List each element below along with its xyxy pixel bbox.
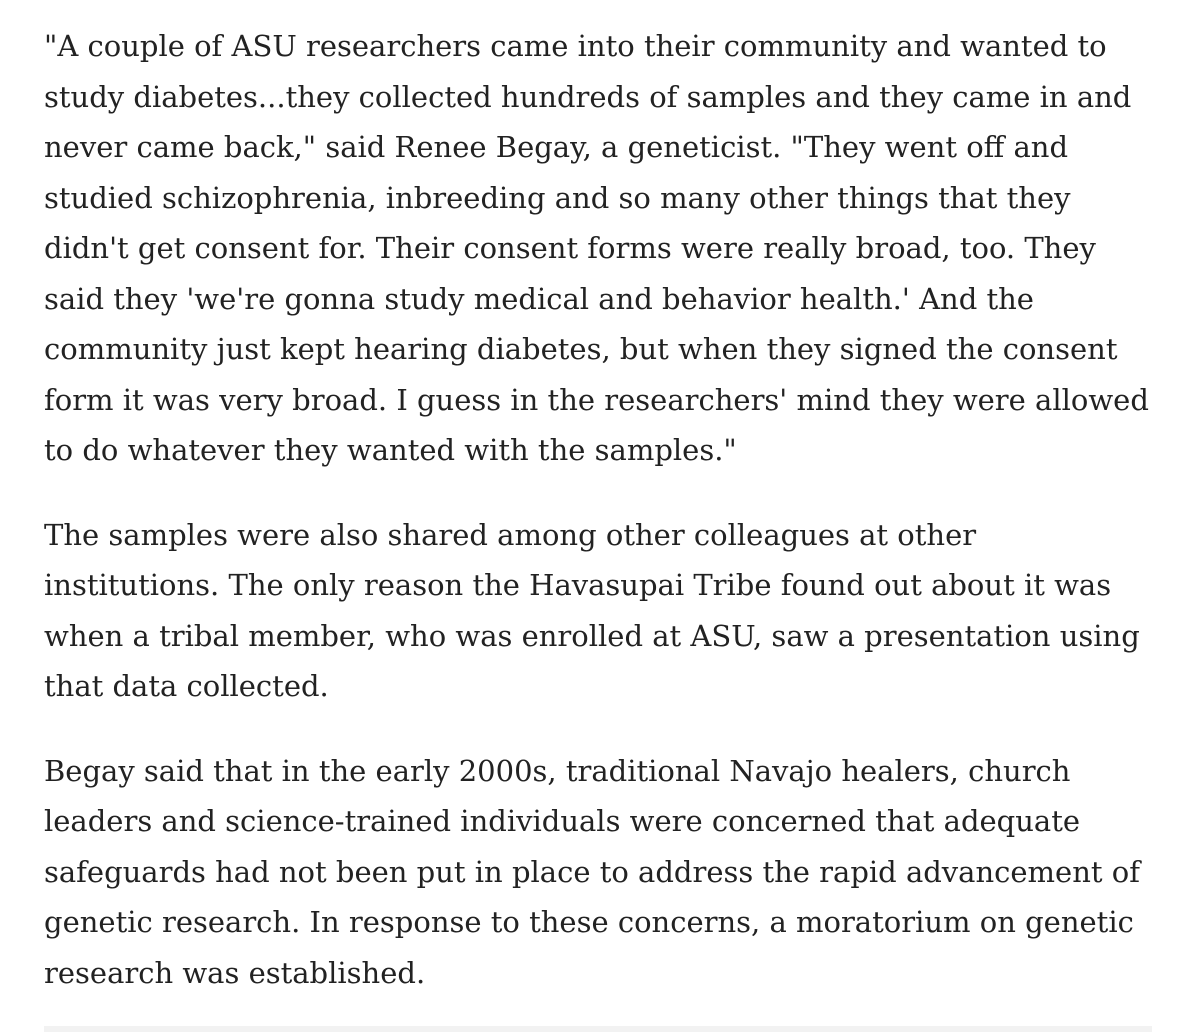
- section-divider: [44, 1026, 1152, 1032]
- article-body: [44, 21, 1156, 1032]
- paragraph-samples-shared: The samples were also shared among other colleagues at other institutions. The only reason the Havasupai Tribe found out about it was when a tribal member, who was enrolled at ASU, saw a presentation using that data collected.: [44, 517, 1140, 703]
- paragraph-quote-begay: "A couple of ASU researchers came into their community and wanted to study diabetes...they collected hundreds of samples and they came in and never came back," said Renee Begay, a geneticist. "They went off and studied schizophrenia, inbreeding and so many other things that they didn't get consent for. Their consent forms were really broad, too. They said they 'we're gonna study medical and behavior health.' And the community just kept hearing diabetes, but when they signed the consent form it was very broad. I guess in the researchers' mind they were allowed to do whatever they wanted with the samples.": [44, 29, 1149, 467]
- paragraph-moratorium: Begay said that in the early 2000s, traditional Navajo healers, church leaders and science-trained individuals were concerned that adequate safeguards had not been put in place to address the rapid advancement of genetic research. In response to these concerns, a moratorium on genetic research was established.: [44, 753, 1140, 990]
